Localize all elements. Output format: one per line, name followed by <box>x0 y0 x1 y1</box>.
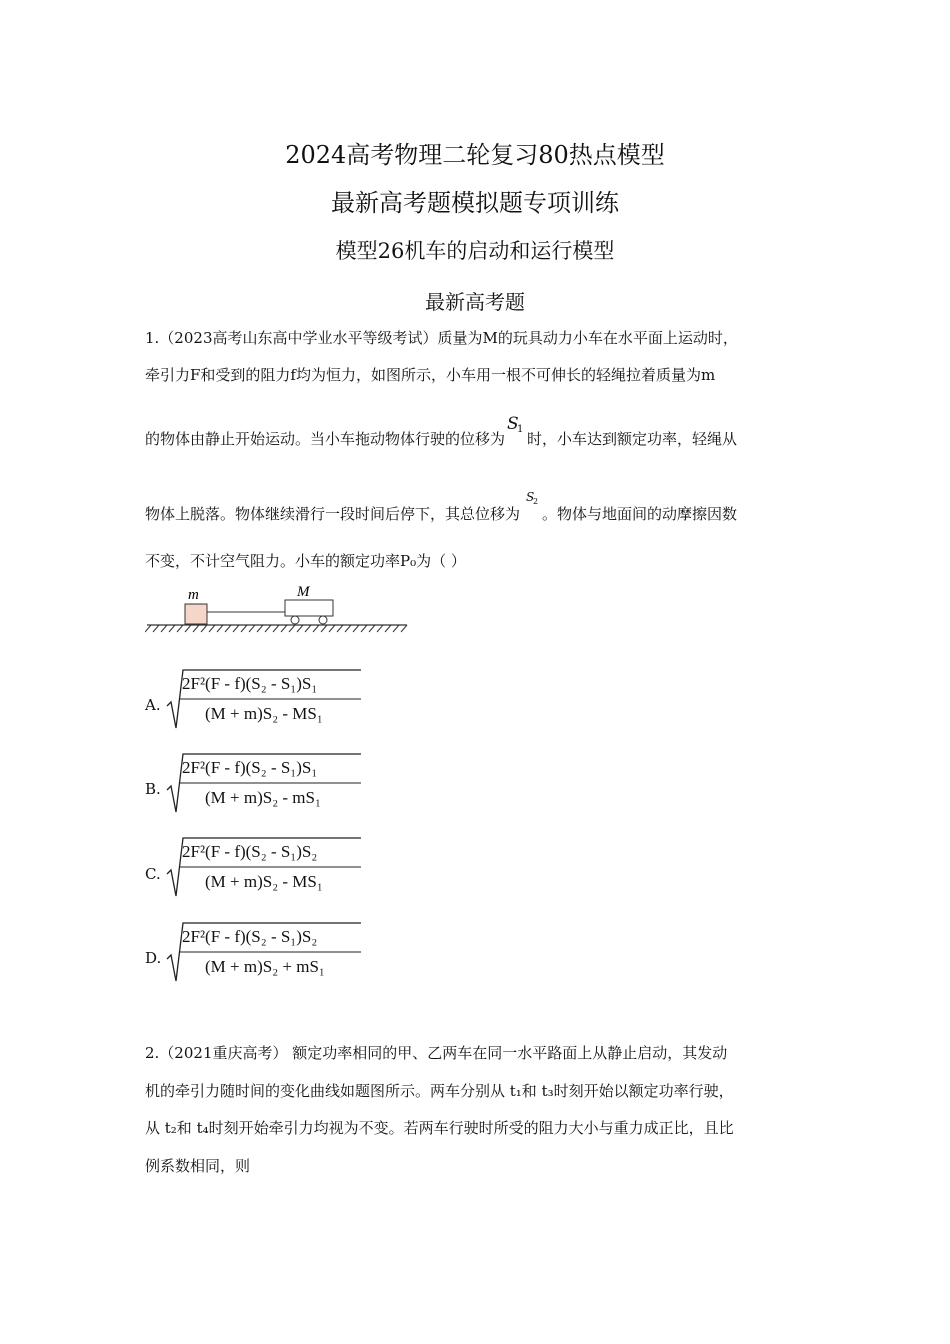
q1-line-4-text-b: 。物体与地面间的动摩擦因数 <box>542 505 738 523</box>
option-a-label: A. <box>145 696 161 714</box>
q1-line-2: 牵引力F和受到的阻力f均为恒力，如图所示，小车用一根不可伸长的轻绳拉着质量为m <box>145 366 716 384</box>
s2-sub: 2 <box>533 497 539 506</box>
ground-hatching <box>145 625 407 632</box>
option-b-numerator: 2F²(F - f)(S₂ - S₁)S₁ <box>182 758 318 777</box>
q1-line-4-text-a: 物体上脱落。物体继续滑行一段时间后停下，其总位移为 <box>145 505 521 523</box>
section-heading: 最新高考题 <box>425 290 525 314</box>
option-c-formula <box>165 836 365 900</box>
option-a-formula <box>165 668 365 732</box>
title-line-2: 最新高考题模拟题专项训练 <box>331 189 619 217</box>
s1-symbol <box>505 414 527 448</box>
option-b-denominator: (M + m)S₂ - mS₁ <box>205 788 321 807</box>
option-c-denominator: (M + m)S₂ - MS₁ <box>205 872 323 891</box>
option-a-denominator: (M + m)S₂ - MS₁ <box>205 704 323 723</box>
title-line-3: 模型26机车的启动和运行模型 <box>335 239 615 263</box>
option-d-denominator: (M + m)S₂ + mS₁ <box>205 957 325 976</box>
q1-line-4 <box>145 490 738 524</box>
s1-letter: S <box>507 414 519 434</box>
option-b-label: B. <box>145 780 161 798</box>
option-c-label: C. <box>145 865 161 883</box>
q1-line-3 <box>145 414 738 449</box>
cart-wheel-right <box>319 616 327 624</box>
cart-label: M <box>297 584 310 600</box>
option-d-label: D. <box>145 949 162 967</box>
option-a-numerator: 2F²(F - f)(S₂ - S₁)S₁ <box>182 674 318 693</box>
option-d-numerator: 2F²(F - f)(S₂ - S₁)S₂ <box>182 927 318 946</box>
cart-body <box>285 600 333 616</box>
block-cart-figure <box>145 582 410 634</box>
option-b-formula <box>165 752 365 816</box>
cart-wheel-left <box>291 616 299 624</box>
q1-line-3-text-a: 的物体由静止开始运动。当小车拖动物体行驶的位移为 <box>145 430 506 448</box>
s2-letter: S <box>526 490 535 504</box>
q1-line-1: 1.（2023高考山东高中学业水平等级考试）质量为M的玩具动力小车在水平面上运动时， <box>145 329 738 347</box>
q2-line-3: 从 t₂和 t₄时刻开始牵引力均视为不变。若两车行驶时所受的阻力大小与重力成正比，且比 <box>145 1119 734 1137</box>
q2-line-4: 例系数相同，则 <box>145 1157 251 1175</box>
block-m <box>185 604 207 624</box>
q1-line-5: 不变，不计空气阻力。小车的额定功率P₀为（ ） <box>145 552 466 570</box>
title-line-1: 2024高考物理二轮复习80热点模型 <box>285 141 665 169</box>
q1-line-3-text-b: 时，小车达到额定功率，轻绳从 <box>527 430 738 448</box>
block-label: m <box>188 587 199 603</box>
q2-line-2: 机的牵引力随时间的变化曲线如题图所示。两车分别从 t₁和 t₃时刻开始以额定功率行驶， <box>145 1082 734 1100</box>
s2-symbol <box>520 490 542 523</box>
s1-sub: 1 <box>517 424 524 435</box>
q2-line-1: 2.（2021重庆高考） 额定功率相同的甲、乙两车在同一水平路面上从静止启动，其发动 <box>145 1044 728 1062</box>
option-c-numerator: 2F²(F - f)(S₂ - S₁)S₂ <box>182 842 318 861</box>
option-d-formula <box>165 921 365 985</box>
